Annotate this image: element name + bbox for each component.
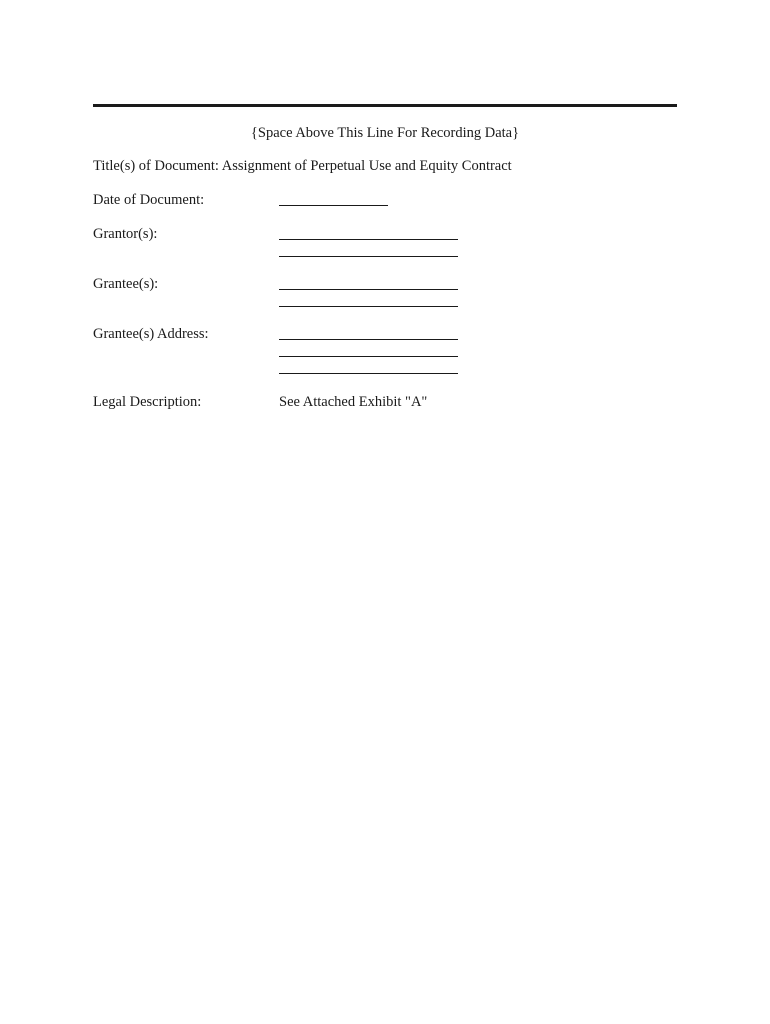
recording-space-note: {Space Above This Line For Recording Data} [250, 125, 520, 141]
legal-description-value: See Attached Exhibit "A" [279, 394, 428, 410]
document-title-line [93, 157, 512, 175]
recording-space-rule [93, 104, 677, 107]
grantee-label: Grantee(s): [93, 276, 159, 292]
date-of-document-label: Date of Document: [93, 192, 205, 208]
grantee-address-blank-3 [279, 373, 458, 374]
grantee-address-blank-1 [279, 339, 458, 340]
legal-description-label: Legal Description: [93, 394, 202, 410]
grantee-address-blank-2 [279, 356, 458, 357]
grantee-blank-1 [279, 289, 458, 290]
grantor-blank-2 [279, 256, 458, 257]
grantor-blank-1 [279, 239, 458, 240]
grantee-blank-2 [279, 306, 458, 307]
date-of-document-blank [279, 205, 388, 206]
document-title-label: Title(s) of Document: [93, 158, 219, 174]
grantor-label: Grantor(s): [93, 226, 158, 242]
document-title-value: Assignment of Perpetual Use and Equity Contract [221, 158, 512, 174]
grantee-address-label: Grantee(s) Address: [93, 326, 209, 342]
